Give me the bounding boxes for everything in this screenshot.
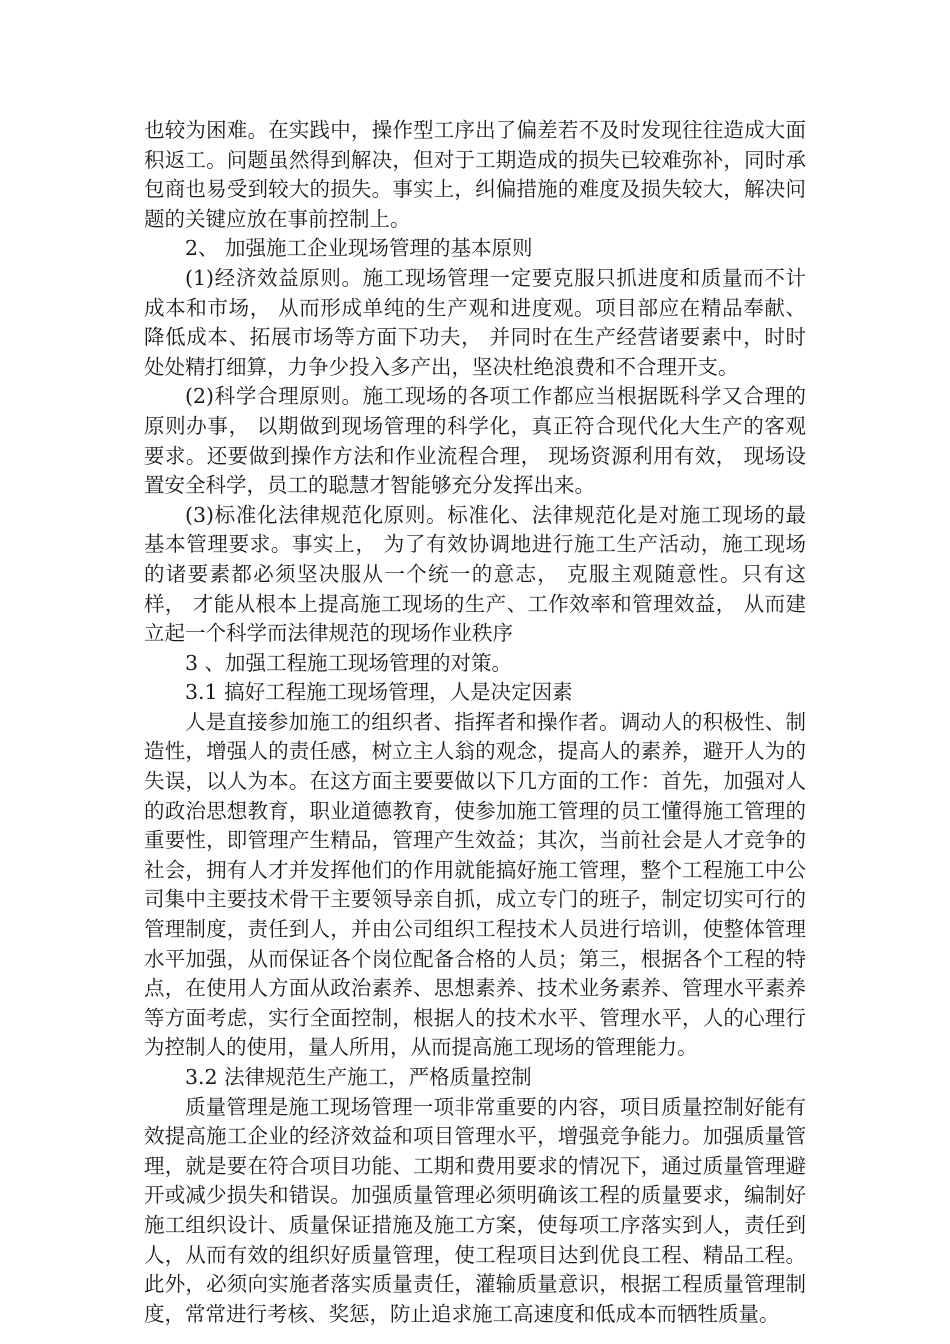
paragraph-people-factor: 人是直接参加施工的组织者、指挥者和操作者。调动人的积极性、制造性，增强人的责任感，树立主人翁的观念，提高人的素养，避开人为的失误，以人为本。在这方面主要要做以下几方面的工作：首先，加强对人的政治思想教育，职业道德教育，使参加施工管理的员工懂得施工管理的重要性，即管理产生精品，管理产生效益；其次，当前社会是人才竞争的社会，拥有人才并发挥他们的作用就能搞好施工管理，整个工程施工中公司集中主要技术骨干主要领导亲自抓，成立专门的班子，制定切实可行的管理制度，责任到人，并由公司组织工程技术人员进行培训，使整体管理水平加强，从而保证各个岗位配备合格的人员；第三，根据各个工程的特点，在使用人方面从政治素养、思想素养、技术业务素养、管理水平素养等方面考虑，实行全面控制，根据人的技术水平、管理水平，人的心理行为控制人的使用，量人所用，从而提高施工现场的管理能力。 — [144, 709, 806, 1060]
document-page — [144, 116, 806, 1329]
section-heading-3: 3 、加强工程施工现场管理的对策。 — [185, 650, 513, 675]
paragraph-standardization-principle: (3)标准化法律规范化原则。标准化、法律规范化是对施工现场的最基本管理要求。事实上， 为了有效协调地进行施工生产活动，施工现场的诸要素都必须坚决服从一个统一的意志， 克服主观随意性。只有这样， 才能从根本上提高施工现场的生产、工作效率和管理效益， 从而建立起一个科学而法律规范的现场作业秩序 — [144, 502, 806, 646]
section-heading-2: 2、 加强施工企业现场管理的基本原则 — [185, 236, 533, 261]
subsection-heading-3-2: 3.2 法律规范生产施工，严格质量控制 — [185, 1065, 532, 1089]
paragraph-economic-principle: (1)经济效益原则。施工现场管理一定要克服只抓进度和质量而不计成本和市场， 从而形成单纯的生产观和进度观。项目部应在精品奉献、降低成本、拓展市场等方面下功夫， 并同时在生产经营诸要素中，时时处处精打细算，力争少投入多产出，坚决杜绝浪费和不合理开支。 — [144, 265, 806, 379]
subsection-heading-3-1: 3.1 搞好工程施工现场管理，人是决定因素 — [185, 680, 573, 705]
paragraph-scientific-principle: (2)科学合理原则。施工现场的各项工作都应当根据既科学又合理的原则办事， 以期做到现场管理的科学化，真正符合现代化大生产的客观要求。还要做到操作方法和作业流程合理， 现场资源利用有效， 现场设置安全科学，员工的聪慧才智能够充分发挥出来。 — [144, 384, 806, 498]
paragraph-quality-control: 质量管理是施工现场管理一项非常重要的内容，项目质量控制好能有效提高施工企业的经济效益和项目管理水平，增强竞争能力。加强质量管理，就是要在符合项目功能、工期和费用要求的情况下，通过质量管理避开或减少损失和错误。加强质量管理必须明确该工程的质量要求，编制好施工组织设计、质量保证措施及施工方案，使每项工序落实到人，责任到人，从而有效的组织好质量管理，使工程项目达到优良工程、精品工程。此外，必须向实施者落实质量责任，灌输质量意识，根据工程质量管理制度，常常进行考核、奖惩，防止追求施工高速度和低成本而牺牲质量。 — [144, 1094, 806, 1326]
paragraph-continuation: 也较为困难。在实践中，操作型工序出了偏差若不及时发现往往造成大面积返工。问题虽然得到解决，但对于工期造成的损失已较难弥补，同时承包商也易受到较大的损失。事实上，纠偏措施的难度及损失较大，解决问题的关键应放在事前控制上。 — [144, 118, 806, 231]
